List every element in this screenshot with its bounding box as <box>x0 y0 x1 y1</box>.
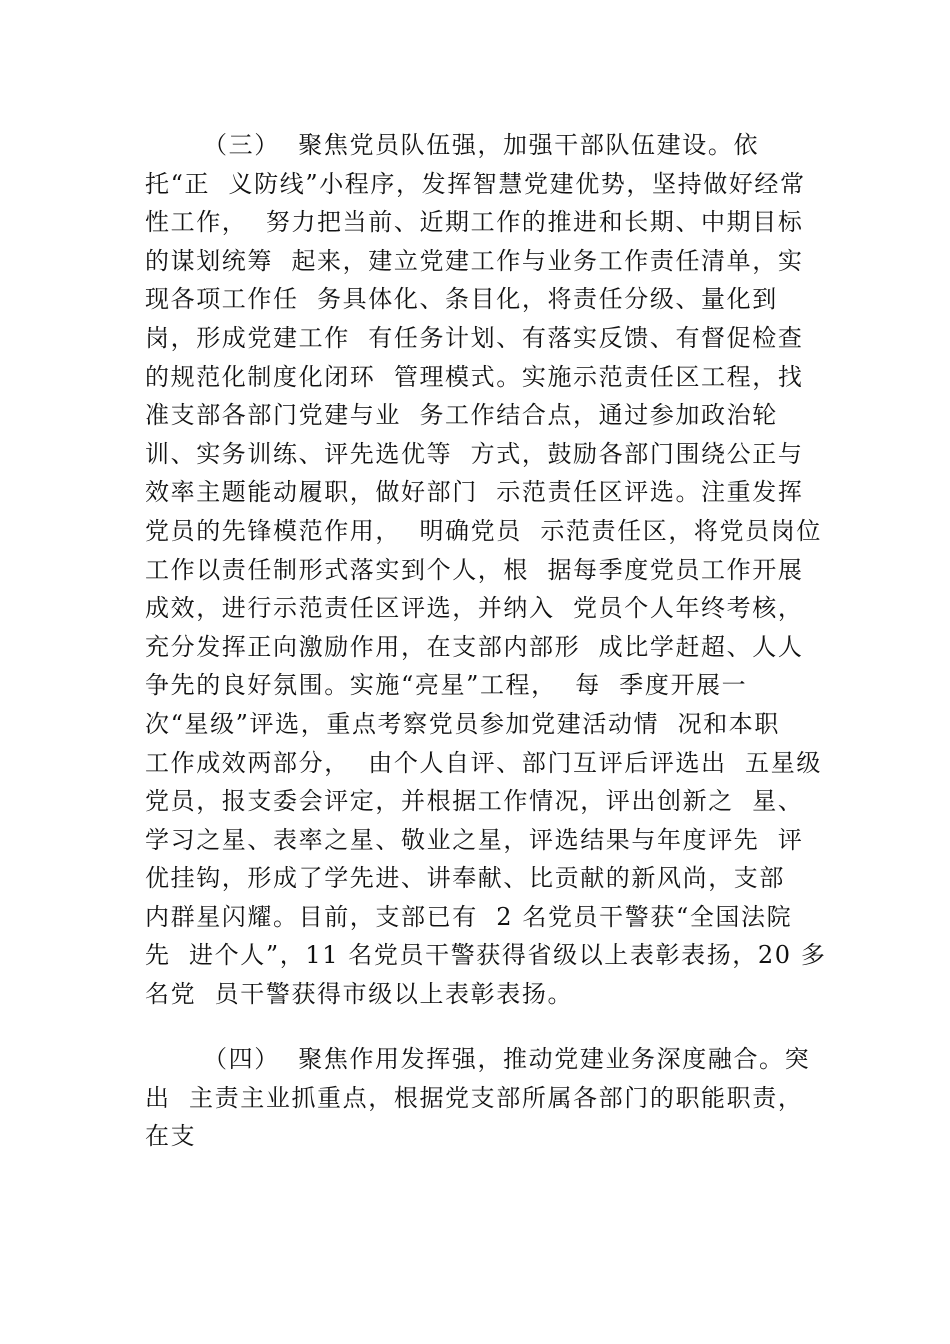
text-line: 充分发挥正向激励作用，在支部内部形 成比学赶超、人人 <box>145 632 804 661</box>
text-line: 岗，形成党建工作 有任务计划、有落实反馈、有督促检查 <box>145 323 804 352</box>
text-line: 出 主责主业抓重点，根据党支部所属各部门的职能职责， <box>145 1083 804 1112</box>
text-line: 内群星闪耀。目前，支部已有 2 名党员干警获“全国法院 <box>145 902 793 931</box>
text-line: 的规范化制度化闭环 管理模式。实施示范责任区工程，找 <box>145 362 804 391</box>
text-line: 效率主题能动履职，做好部门 示范责任区评选。注重发挥 <box>145 478 804 507</box>
text-line: 工作以责任制形式落实到个人，根 据每季度党员工作开展 <box>145 555 804 584</box>
text-line: 学习之星、表率之星、敬业之星，评选结果与年度评先 评 <box>145 825 804 854</box>
text-line: 党员的先锋模范作用， 明确党员 示范责任区，将党员岗位 <box>145 516 822 545</box>
text-line: 先 进个人”，11 名党员干警获得省级以上表彰表扬，20 多 <box>145 941 827 970</box>
text-line: 成效，进行示范责任区评选，并纳入 党员个人年终考核， <box>145 594 804 623</box>
paragraph-section-three <box>145 126 827 1014</box>
text-line: 准支部各部门党建与业 务工作结合点，通过参加政治轮 <box>145 401 778 430</box>
text-line: 现各项工作任 务具体化、条目化，将责任分级、量化到 <box>145 285 778 314</box>
text-line: 次“星级”评选，重点考察党员参加党建活动情 况和本职 <box>145 709 780 738</box>
text-line: 在支 <box>145 1122 197 1151</box>
text-line: 优挂钩，形成了学先进、讲奉献、比贡献的新风尚，支部 <box>145 864 785 893</box>
text-line: 托“正 义防线”小程序，发挥智慧党建优势，坚持做好经常 <box>145 169 806 198</box>
text-line: （三） 聚焦党员队伍强，加强干部队伍建设。依 <box>203 131 760 159</box>
text-line: 的谋划统筹 起来，建立党建工作与业务工作责任清单，实 <box>145 246 804 275</box>
text-line: 争先的良好氛围。实施“亮星”工程， 每 季度开展一 <box>145 671 748 700</box>
text-line: （四） 聚焦作用发挥强，推动党建业务深度融合。突 <box>203 1045 811 1073</box>
paragraph-section-four <box>145 1040 811 1156</box>
text-line: 党员，报支委会评定，并根据工作情况，评出创新之 星、 <box>145 787 804 816</box>
text-line: 性工作， 努力把当前、近期工作的推进和长期、中期目标 <box>145 208 804 237</box>
text-line: 训、实务训练、评先选优等 方式，鼓励各部门围绕公正与 <box>145 439 804 468</box>
text-line: 工作成效两部分， 由个人自评、部门互评后评选出 五星级 <box>145 748 822 777</box>
text-line: 名党 员干警获得市级以上表彰表扬。 <box>145 980 574 1009</box>
